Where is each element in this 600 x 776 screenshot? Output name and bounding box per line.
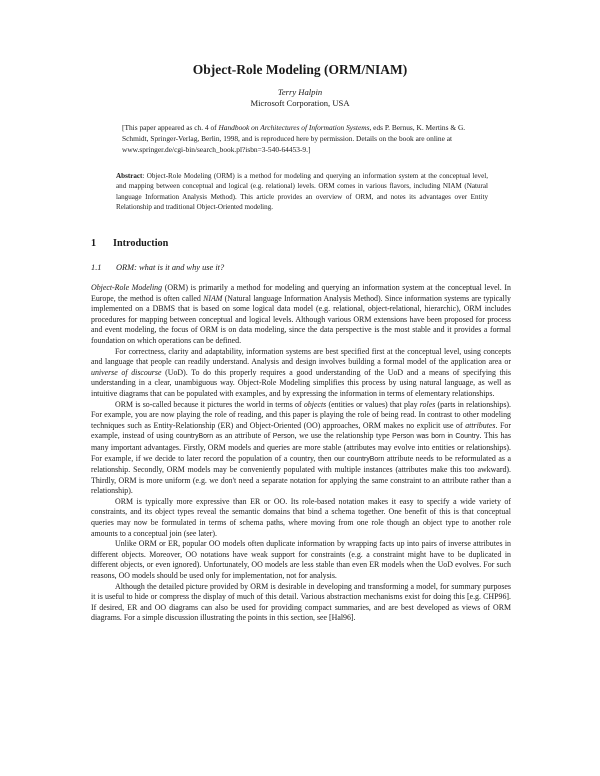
- note-text-2: , eds P. Bernus, K. Mertins & G. Schmidt, Springer-Verlag, Berlin, 1998, and is reproduced here by permission. Details on the book are online at www.springer.de/cgi-bin/search_book.pl?isbn=3-540-64453-9.]: [122, 123, 466, 154]
- p3-objects: objects: [303, 399, 327, 409]
- p3-text-f: , we use the relationship type: [294, 431, 393, 441]
- subsection-heading: [91, 263, 224, 272]
- p3-text-e: as an attribute of: [213, 431, 273, 441]
- note-book-title: Handbook on Architectures of Information Systems: [218, 123, 370, 132]
- abstract-label: Abstract: [116, 172, 143, 180]
- p3-text-a: ORM is so-called because it pictures the world in terms of: [115, 399, 304, 409]
- p2-text-b: (UoD). To do this properly requires a good understanding of the UoD and a means of specifying this understanding in a clear, unambiguous way. Object-Role Modeling simplifies this process by using natural language, as well as intuitive diagrams that can be populated with examples, and by expressing the information in terms of elementary relationships.: [91, 367, 511, 398]
- p3-code-countryborn: countryBorn: [175, 433, 214, 441]
- author-block: [0, 87, 600, 109]
- p3-text-c: (parts in relationships). For example, you are now playing the role of reading, and this paper is playing the role of being read. In contrast to other modeling techniques such as Entity-Relationship (ER) and Object-Oriented (OO) approaches, ORM makes no explicit use of: [91, 399, 511, 430]
- section-heading: [91, 238, 168, 249]
- p1-text-b: (Natural language Information Analysis Method). Since information systems are typically implemented on a DBMS that is based on some logical data model (e.g. relational, object-relational, hierarchic), ORM includes procedures for mapping between conceptual and logical levels. Although various ORM extensions have been proposed for process and event modeling, the focus of ORM is on data modeling, since the data perspective is the most stable and it provides a formal foundation on which operations can be defined.: [91, 293, 511, 345]
- p1-text-a: (ORM) is primarily a method for modeling and querying an information system at the conceptual level. In Europe, the method is often called: [91, 283, 511, 303]
- subsection-title: ORM: what is it and why use it?: [116, 263, 225, 272]
- paragraph-5: Unlike ORM or ER, popular OO models often duplicate information by wrapping facts up into pairs of inverse attributes in different objects. Moreover, OO notations have weak support for constraints (e.g. a constraint might have to be duplicated in different objects, or even ignored). Unfortunately, OO models are less stable than even ER models when the UoD evolves. For such reasons, OO models should be used only for implementation, not for analysis.: [91, 539, 511, 581]
- paragraph-3: [91, 400, 511, 497]
- p1-niam: NIAM: [203, 293, 223, 303]
- subsection-number: 1.1: [91, 263, 102, 272]
- paragraph-6: Although the detailed picture provided by ORM is desirable in developing and transforming a model, for summary purposes it is useful to hide or compress the display of much of this detail. Various abstraction mechanisms exist for doing this [e.g. CHP96]. If desired, ER and OO diagrams can also be used for providing compact summaries, and are best developed as views of ORM diagrams. For a simple discussion illustrating the points in this section, see [Hal96].: [91, 581, 511, 623]
- p3-text-d: . For example, instead of using: [91, 420, 511, 441]
- p3-code-countryborn-2: countryBorn: [347, 455, 385, 463]
- abstract: [116, 171, 488, 212]
- p3-text-g: . This has many important advantages. Firstly, ORM models and queries are more stable (attributes may evolve into entities or relationships). For example, if we decide to later record the population of a country, then our: [91, 431, 511, 463]
- paragraph-1: [91, 283, 511, 347]
- p3-code-relationship: Person was born in Country: [392, 433, 480, 441]
- abstract-text: : Object-Role Modeling (ORM) is a method for modeling and querying an information system at the conceptual level, and mapping between conceptual and logical (e.g. relational) levels. ORM comes in various flavors, including NIAM (Natural language Information Analysis Method). This article provides an overview of ORM, and notes its advantages over Entity Relationship and traditional Object-Oriented modeling.: [116, 172, 488, 211]
- author-affiliation: Microsoft Corporation, USA: [250, 98, 350, 108]
- paper-title: Object-Role Modeling (ORM/NIAM): [192, 62, 408, 77]
- paragraph-4: ORM is typically more expressive than ER or OO. Its role-based notation makes it easy to specify a wide variety of constraints, and its object types reveal the semantic domains that bind a schema together. One benefit of this is that conceptual queries may now be formulated in terms of schema paths, where moving from one role though an object type to another role amounts to a conceptual join (see later).: [91, 496, 511, 538]
- p3-attributes: attributes: [465, 420, 496, 430]
- note-text-1: [This paper appeared as ch. 4 of: [122, 123, 219, 132]
- p3-code-person: Person: [272, 433, 295, 441]
- author-name: Terry Halpin: [277, 87, 323, 97]
- paragraph-2: [91, 347, 511, 400]
- p2-uod: universe of discourse: [91, 367, 162, 377]
- p3-text-b: (entities or values) that play: [326, 399, 420, 409]
- p2-text-a: For correctness, clarity and adaptability, information systems are best specified first at the conceptual level, using concepts and language that people can readily understand. Analysis and design involves building a formal model of the application area or: [91, 346, 511, 367]
- publication-note: [122, 122, 492, 155]
- section-title: Introduction: [113, 238, 169, 249]
- section-number: 1: [91, 238, 97, 249]
- p1-term: Object-Role Modeling: [91, 283, 163, 292]
- p3-text-h: attribute needs to be reformulated as a relationship. Secondly, ORM models may be conveniently populated with multiple instances (attributes make this too awkward). Thirdly, ORM is more uniform (e.g. we don't need a separate notation for applying the same constraint to an attribute rather than a relationship).: [91, 453, 511, 496]
- p3-roles: roles: [419, 399, 436, 409]
- body-text: [91, 283, 511, 624]
